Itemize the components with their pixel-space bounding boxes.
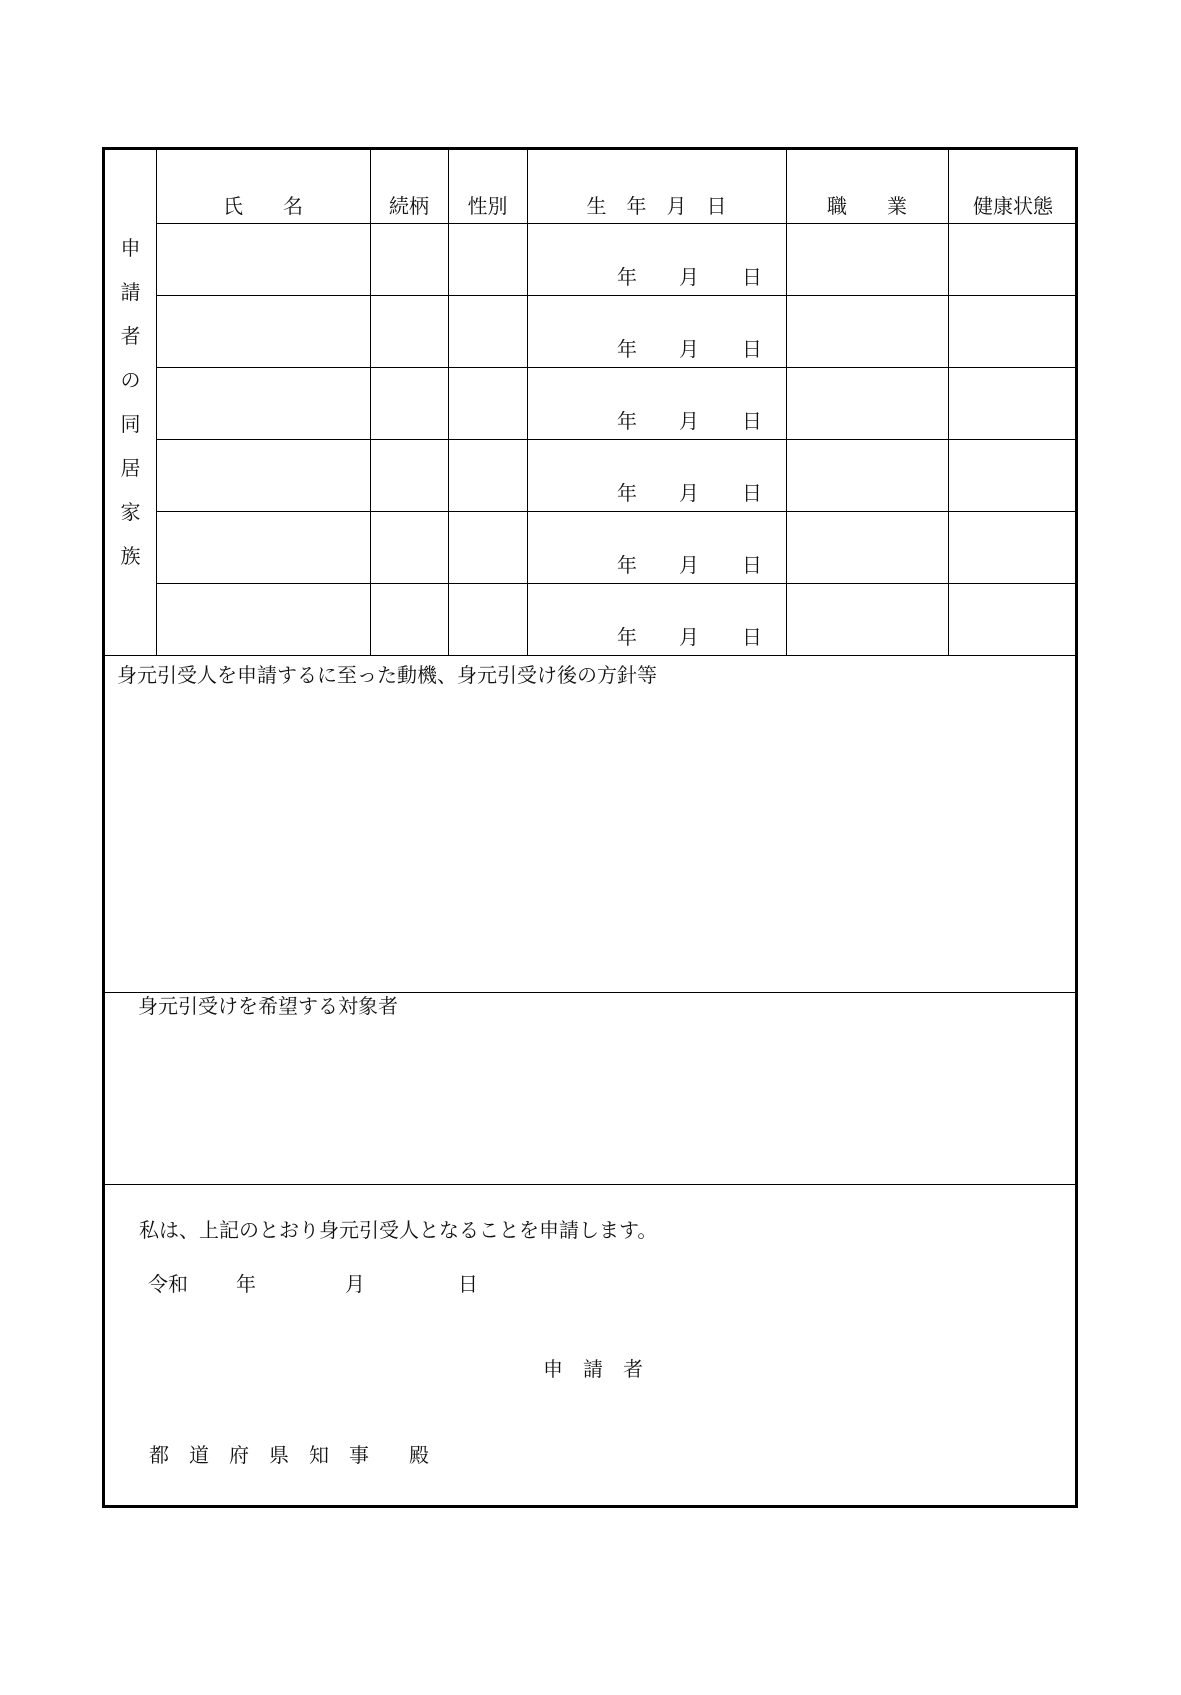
divider bbox=[527, 150, 528, 655]
motivation-field[interactable] bbox=[117, 695, 1066, 985]
side-label-char: 族 bbox=[120, 544, 141, 568]
date-month-label: 月 bbox=[345, 1272, 365, 1296]
birthdate-day-label: 日 bbox=[742, 265, 762, 289]
section-divider bbox=[105, 655, 1078, 656]
date-era: 令和 bbox=[148, 1272, 188, 1296]
birthdate-day-label: 日 bbox=[742, 409, 762, 433]
addressee: 都 道 府 県 知 事 殿 bbox=[149, 1443, 429, 1467]
divider bbox=[156, 367, 1078, 368]
household-side-label bbox=[105, 226, 156, 578]
header-relation: 続柄 bbox=[389, 194, 429, 218]
header-occupation: 職 業 bbox=[827, 194, 907, 218]
date-year-label: 年 bbox=[236, 1272, 256, 1296]
divider bbox=[156, 439, 1078, 440]
declaration-statement: 私は、上記のとおり身元引受人となることを申請します。 bbox=[139, 1218, 658, 1242]
birthdate-year-label: 年 bbox=[617, 409, 637, 433]
birthdate-day-label: 日 bbox=[742, 625, 762, 649]
divider bbox=[156, 223, 1078, 224]
applicant-label: 申 請 者 bbox=[543, 1357, 643, 1381]
birthdate-month-label: 月 bbox=[679, 409, 699, 433]
birthdate-day-label: 日 bbox=[742, 553, 762, 577]
side-label-char: 請 bbox=[120, 280, 141, 304]
divider bbox=[948, 150, 949, 655]
divider bbox=[156, 511, 1078, 512]
birthdate-day-label: 日 bbox=[742, 481, 762, 505]
divider bbox=[156, 150, 157, 655]
birthdate-year-label: 年 bbox=[617, 337, 637, 361]
side-label-char: 者 bbox=[120, 324, 141, 348]
divider bbox=[156, 583, 1078, 584]
birthdate-month-label: 月 bbox=[679, 337, 699, 361]
birthdate-month-label: 月 bbox=[679, 553, 699, 577]
header-sex: 性別 bbox=[467, 194, 508, 218]
section-divider bbox=[105, 992, 1078, 993]
birthdate-day-label: 日 bbox=[742, 337, 762, 361]
section-divider bbox=[105, 1184, 1078, 1185]
birthdate-year-label: 年 bbox=[617, 553, 637, 577]
date-day-label: 日 bbox=[458, 1272, 478, 1296]
side-label-char: 申 bbox=[120, 236, 141, 260]
divider bbox=[448, 150, 449, 655]
side-label-char: 居 bbox=[120, 456, 141, 480]
application-form bbox=[102, 147, 1078, 1508]
birthdate-month-label: 月 bbox=[679, 625, 699, 649]
header-name: 氏 名 bbox=[223, 194, 303, 218]
header-birthdate: 生 年 月 日 bbox=[586, 194, 727, 218]
header-health: 健康状態 bbox=[973, 194, 1053, 218]
target-label: 身元引受けを希望する対象者 bbox=[138, 994, 398, 1018]
birthdate-year-label: 年 bbox=[617, 265, 637, 289]
divider bbox=[156, 295, 1078, 296]
birthdate-month-label: 月 bbox=[679, 481, 699, 505]
target-field[interactable] bbox=[117, 1026, 1066, 1176]
side-label-char: 同 bbox=[120, 412, 141, 436]
birthdate-year-label: 年 bbox=[617, 481, 637, 505]
birthdate-year-label: 年 bbox=[617, 625, 637, 649]
side-label-char: 家 bbox=[120, 500, 141, 524]
motivation-label: 身元引受人を申請するに至った動機、身元引受け後の方針等 bbox=[117, 663, 657, 687]
birthdate-month-label: 月 bbox=[679, 265, 699, 289]
divider bbox=[370, 150, 371, 655]
divider bbox=[786, 150, 787, 655]
side-label-char: の bbox=[120, 368, 141, 392]
